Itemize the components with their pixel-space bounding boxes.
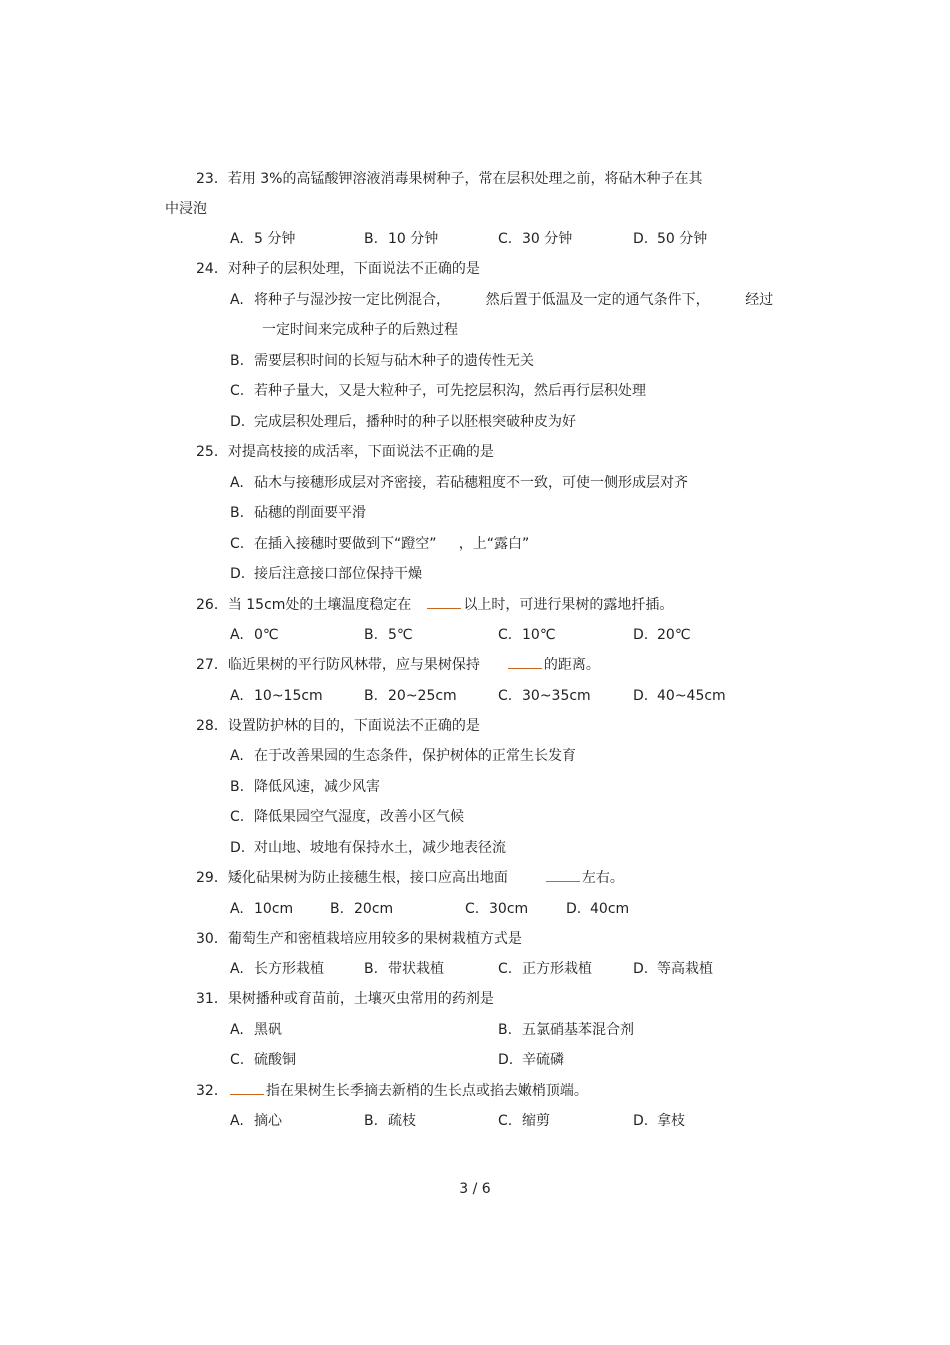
question-26-stem: 26．当 15cm处的土壤温度稳定在 以上时，可进行果树的露地扦插。 [196, 597, 674, 613]
page-number: 3 / 6 [459, 1181, 491, 1197]
option-24-c: C. 若种子量大，又是大粒种子，可先挖层积沟，然后再行层积处理 [230, 383, 646, 399]
question-28-stem: 28．设置防护林的目的，下面说法不正确的是 [196, 718, 480, 734]
option-32-a: A. 摘心 [230, 1113, 282, 1129]
question-25-stem: 25．对提高枝接的成活率，下面说法不正确的是 [196, 444, 494, 460]
option-23-a: A. 5 分钟 [230, 231, 296, 247]
question-32-stem: 32． 指在果树生长季摘去新梢的生长点或掐去嫩梢顶端。 [196, 1083, 588, 1099]
answer-blank [546, 869, 580, 882]
answer-blank [508, 656, 542, 669]
option-25-d: D. 接后注意接口部位保持干燥 [230, 566, 422, 582]
option-26-b: B. 5℃ [364, 627, 413, 643]
option-31-b: B. 五氯硝基苯混合剂 [498, 1022, 634, 1038]
option-26-a: A. 0℃ [230, 627, 279, 643]
option-29-d: D. 40cm [566, 901, 630, 917]
option-29-b: B. 20cm [330, 901, 394, 917]
option-28-c: C. 降低果园空气湿度，改善小区气候 [230, 809, 464, 825]
option-32-d: D. 拿枝 [633, 1113, 685, 1129]
option-23-d: D. 50 分钟 [633, 231, 708, 247]
option-28-d: D. 对山地、坡地有保持水土，减少地表径流 [230, 840, 506, 856]
option-32-c: C. 缩剪 [498, 1113, 550, 1129]
option-28-b: B. 降低风速，减少风害 [230, 779, 380, 795]
answer-blank [230, 1082, 264, 1095]
option-27-b: B. 20~25cm [364, 688, 457, 704]
option-23-b: B. 10 分钟 [364, 231, 439, 247]
option-25-b: B. 砧穗的削面要平滑 [230, 505, 366, 521]
question-23-stem-continued: 中浸泡 [165, 201, 207, 217]
option-29-c: C. 30cm [465, 901, 529, 917]
question-24-stem: 24．对种子的层积处理，下面说法不正确的是 [196, 261, 480, 277]
option-30-b: B. 带状栽植 [364, 961, 444, 977]
option-29-a: A. 10cm [230, 901, 294, 917]
option-31-d: D. 辛硫磷 [498, 1052, 564, 1068]
option-30-c: C. 正方形栽植 [498, 961, 592, 977]
option-26-d: D. 20℃ [633, 627, 691, 643]
question-27-stem: 27．临近果树的平行防风林带，应与果树保持 的距离。 [196, 657, 600, 673]
question-23-stem: 23．若用 3%的高锰酸钾溶液消毒果树种子，常在层积处理之前，将砧木种子在其 [196, 171, 703, 187]
option-27-a: A. 10~15cm [230, 688, 323, 704]
option-31-a: A. 黑矾 [230, 1022, 282, 1038]
option-30-d: D. 等高栽植 [633, 961, 713, 977]
question-31-stem: 31．果树播种或育苗前，土壤灭虫常用的药剂是 [196, 991, 494, 1007]
option-24-a-continued: 一定时间来完成种子的后熟过程 [262, 322, 458, 338]
answer-blank [427, 596, 461, 609]
option-30-a: A. 长方形栽植 [230, 961, 324, 977]
question-30-stem: 30．葡萄生产和密植栽培应用较多的果树栽植方式是 [196, 931, 522, 947]
question-29-stem: 29．矮化砧果树为防止接穗生根，接口应高出地面 左右。 [196, 870, 624, 886]
option-32-b: B. 疏枝 [364, 1113, 416, 1129]
option-25-a: A. 砧木与接穗形成层对齐密接，若砧穗粗度不一致，可使一侧形成层对齐 [230, 475, 688, 491]
option-23-c: C. 30 分钟 [498, 231, 573, 247]
option-25-c: C. 在插入接穗时要做到下“蹬空” ，上“露白” [230, 536, 530, 552]
option-24-b: B. 需要层积时间的长短与砧木种子的遗传性无关 [230, 353, 534, 369]
option-26-c: C. 10℃ [498, 627, 556, 643]
option-28-a: A. 在于改善果园的生态条件，保护树体的正常生长发育 [230, 748, 576, 764]
option-24-d: D. 完成层积处理后，播种时的种子以胚根突破种皮为好 [230, 414, 576, 430]
option-24-a: A. 将种子与湿沙按一定比例混合， 然后置于低温及一定的通气条件下， 经过 [230, 292, 774, 308]
option-31-c: C. 硫酸铜 [230, 1052, 296, 1068]
option-27-d: D. 40~45cm [633, 688, 726, 704]
option-27-c: C. 30~35cm [498, 688, 591, 704]
